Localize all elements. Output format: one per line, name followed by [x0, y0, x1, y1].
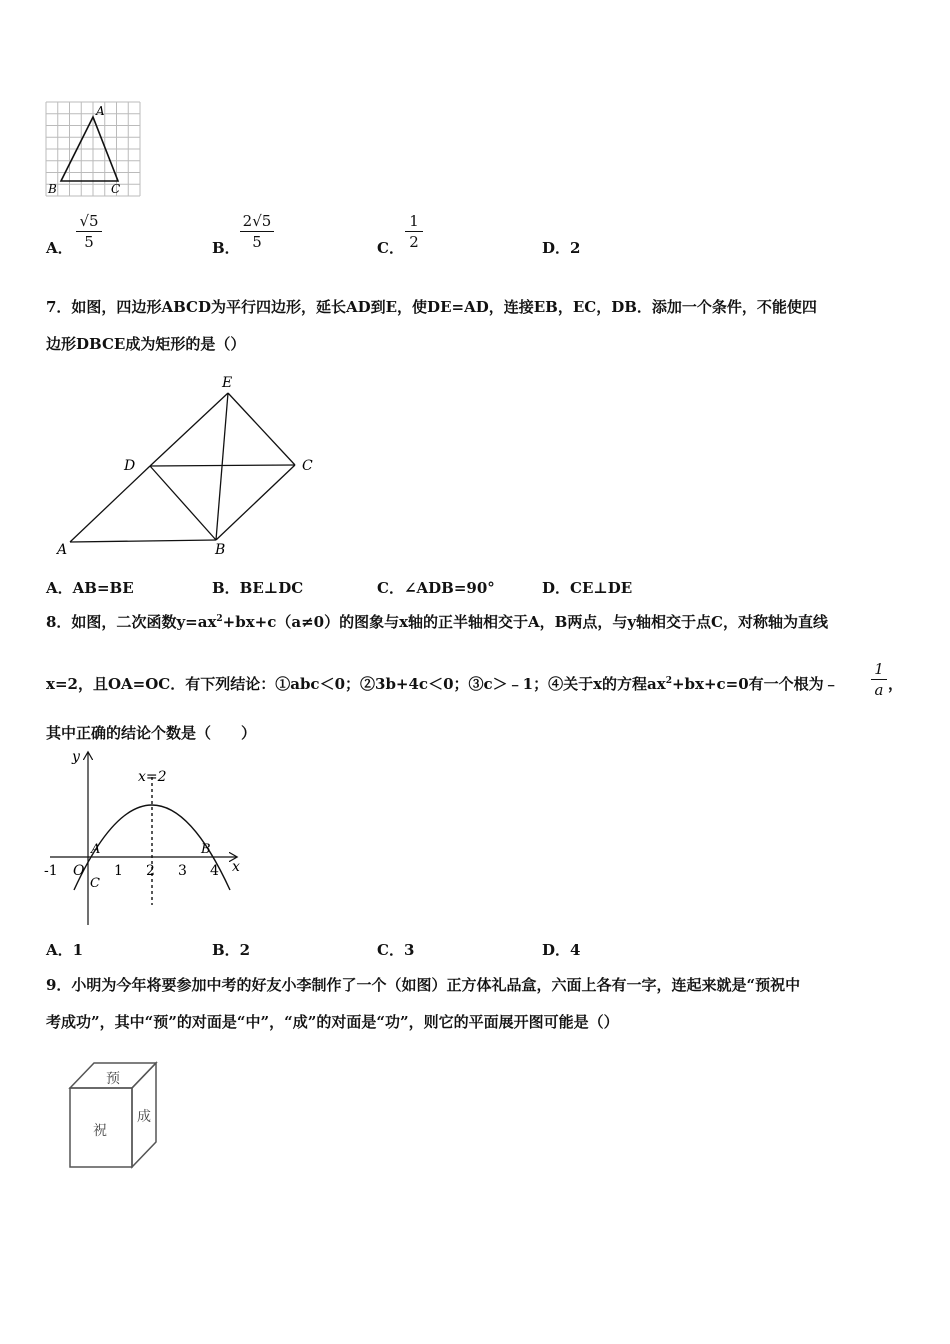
q8-stem-line1 — [46, 611, 828, 632]
q7-stem-line1: 7．如图，四边形ABCD为平行四边形，延长AD到E，使DE=AD，连接EB，EC，DB．添加一个条件，不能使四 — [46, 298, 817, 316]
q8-line1-sup: 2 — [216, 614, 223, 624]
q6-grid-figure — [44, 100, 144, 200]
q8-fraction-denominator: a — [874, 681, 884, 699]
q7-option-b: B．BE⊥DC — [212, 579, 304, 597]
q6-option-c-letter: C． — [377, 239, 404, 257]
q8-tick-1: 1 — [114, 863, 123, 879]
q6-option-a-denominator: 5 — [84, 233, 94, 251]
q8-option-c: C．3 — [377, 941, 415, 959]
q8-tick-m1: -1 — [44, 863, 58, 879]
q7-label-b: B — [215, 542, 226, 558]
q6-label-c: C — [111, 182, 121, 196]
q7-label-e: E — [222, 375, 233, 391]
q6-option-c-numerator: 1 — [405, 212, 423, 232]
q7-option-d: D．CE⊥DE — [542, 579, 633, 597]
q6-option-a-fraction — [76, 212, 102, 251]
q8-label-axis-eq: x=2 — [138, 769, 167, 785]
q8-label-o: O — [73, 863, 85, 879]
q7-option-c: C．∠ADB=90° — [377, 579, 495, 597]
q6-option-b-fraction — [240, 212, 274, 251]
q6-option-c-fraction — [405, 212, 423, 251]
q8-tick-3: 3 — [178, 863, 187, 879]
q6-label-b: B — [48, 182, 57, 196]
q7-label-c: C — [302, 458, 313, 474]
q6-option-c-denominator: 2 — [409, 233, 419, 251]
q8-stem-line3: 其中正确的结论个数是（ ） — [46, 724, 257, 742]
q6-label-a: A — [96, 104, 105, 118]
q8-option-d: D．4 — [542, 941, 581, 959]
q8-option-a: A．1 — [46, 941, 84, 959]
q8-fraction — [871, 660, 887, 699]
q8-stem-line2 — [46, 673, 839, 694]
q8-label-x: x — [232, 859, 240, 875]
q8-parabola-figure — [40, 745, 250, 930]
q6-option-b-letter: B． — [212, 239, 240, 257]
q9-stem-line2: 考成功”，其中“预”的对面是“中”，“成”的对面是“功”，则它的平面展开图可能是（） — [46, 1013, 619, 1031]
q7-option-a: A．AB=BE — [46, 579, 134, 597]
q7-label-a: A — [57, 542, 68, 558]
q8-line1-post: +bx+c（a≠0）的图象与x轴的正半轴相交于A，B两点，与y轴相交于点C，对称轴为直线 — [222, 613, 828, 631]
q6-option-d: D．2 — [542, 239, 581, 257]
q9-cube-figure — [60, 1055, 170, 1175]
q9-cube-top: 预 — [106, 1071, 120, 1087]
q8-label-y: y — [72, 749, 80, 765]
q7-parallelogram-figure — [50, 370, 330, 562]
q7-label-d: D — [124, 458, 136, 474]
q9-cube-front: 祝 — [93, 1123, 107, 1139]
q6-option-b-denominator: 5 — [252, 233, 262, 251]
q8-line2-post: +bx+c=0有一个根为﹣ — [671, 675, 839, 693]
q6-option-b-numerator: 2√5 — [240, 212, 274, 232]
q9-cube-side: 成 — [137, 1109, 151, 1125]
q8-line2-sup: 2 — [665, 676, 672, 686]
q8-tick-4: 4 — [210, 863, 219, 879]
q6-option-a-letter: A． — [46, 239, 73, 257]
q8-tick-2: 2 — [146, 863, 155, 879]
q6-option-a-numerator: √5 — [76, 212, 102, 232]
q8-label-c: C — [90, 876, 100, 891]
q9-stem-line1: 9．小明为今年将要参加中考的好友小李制作了一个（如图）正方体礼品盒，六面上各有一字，连起来就是“预祝中 — [46, 976, 801, 994]
q8-line2-end: ， — [888, 675, 904, 693]
q8-line1-pre: 8．如图，二次函数y=ax — [46, 613, 217, 631]
q8-fraction-numerator: 1 — [871, 660, 887, 680]
q8-label-a: A — [91, 842, 101, 857]
q8-option-b: B．2 — [212, 941, 251, 959]
q8-line2-pre: x=2，且OA=OC．有下列结论：①abc＜0；②3b+4c＜0；③c＞﹣1；④关于x的方程ax — [46, 675, 666, 693]
q8-label-b: B — [201, 842, 211, 857]
q7-stem-line2: 边形DBCE成为矩形的是（） — [46, 335, 246, 353]
